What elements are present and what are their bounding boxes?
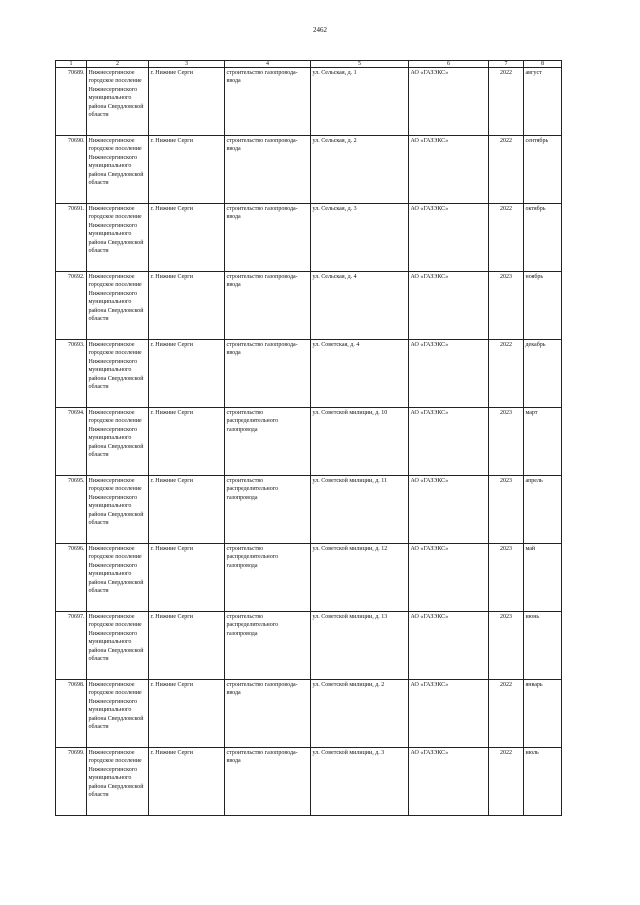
year-cell: 2022 (489, 68, 524, 136)
organization-cell: АО «ГАЗЭКС» (409, 68, 489, 136)
year-cell: 2022 (489, 340, 524, 408)
column-header-2: 2 (87, 61, 149, 68)
month-cell: январь (524, 680, 562, 748)
work-type-cell: строительство газопровода-ввода (225, 272, 311, 340)
column-number-row (56, 61, 562, 68)
month-cell: июнь (524, 612, 562, 680)
organization-cell: АО «ГАЗЭКС» (409, 544, 489, 612)
address-cell: ул. Советская, д. 4 (311, 340, 409, 408)
row-number: 70696. (56, 544, 87, 612)
year-cell: 2022 (489, 680, 524, 748)
work-type-cell: строительство распределительного газопровода (225, 408, 311, 476)
page-number: 2462 (313, 26, 327, 34)
settlement-cell: г. Нижние Серги (149, 272, 225, 340)
table-row (56, 544, 562, 612)
year-cell: 2023 (489, 476, 524, 544)
organization-cell: АО «ГАЗЭКС» (409, 476, 489, 544)
row-number: 70695. (56, 476, 87, 544)
settlement-cell: г. Нижние Серги (149, 204, 225, 272)
organization-cell: АО «ГАЗЭКС» (409, 204, 489, 272)
row-number: 70698. (56, 680, 87, 748)
month-cell: апрель (524, 476, 562, 544)
month-cell: октябрь (524, 204, 562, 272)
year-cell: 2023 (489, 272, 524, 340)
year-cell: 2022 (489, 204, 524, 272)
work-type-cell: строительство газопровода-ввода (225, 748, 311, 816)
municipality-cell: Нижнесергинское городское поселение Нижнесергинского муниципального района Свердловской области (87, 136, 149, 204)
work-type-cell: строительство газопровода-ввода (225, 680, 311, 748)
table-row (56, 272, 562, 340)
municipality-cell: Нижнесергинское городское поселение Нижнесергинского муниципального района Свердловской области (87, 544, 149, 612)
municipality-cell: Нижнесергинское городское поселение Нижнесергинского муниципального района Свердловской области (87, 612, 149, 680)
row-number: 70689. (56, 68, 87, 136)
table-row (56, 612, 562, 680)
address-cell: ул. Советской милиции, д. 12 (311, 544, 409, 612)
organization-cell: АО «ГАЗЭКС» (409, 340, 489, 408)
settlement-cell: г. Нижние Серги (149, 68, 225, 136)
table-row (56, 748, 562, 816)
work-type-cell: строительство газопровода-ввода (225, 136, 311, 204)
address-cell: ул. Советской милиции, д. 2 (311, 680, 409, 748)
settlement-cell: г. Нижние Серги (149, 340, 225, 408)
row-number: 70697. (56, 612, 87, 680)
settlement-cell: г. Нижние Серги (149, 476, 225, 544)
address-cell: ул. Сельская, д. 1 (311, 68, 409, 136)
table-row (56, 68, 562, 136)
municipality-cell: Нижнесергинское городское поселение Нижнесергинского муниципального района Свердловской области (87, 272, 149, 340)
gasification-table (55, 60, 562, 816)
column-header-4: 4 (225, 61, 311, 68)
table-row (56, 680, 562, 748)
organization-cell: АО «ГАЗЭКС» (409, 748, 489, 816)
year-cell: 2023 (489, 544, 524, 612)
organization-cell: АО «ГАЗЭКС» (409, 408, 489, 476)
settlement-cell: г. Нижние Серги (149, 408, 225, 476)
address-cell: ул. Советской милиции, д. 11 (311, 476, 409, 544)
settlement-cell: г. Нижние Серги (149, 748, 225, 816)
month-cell: май (524, 544, 562, 612)
table-row (56, 204, 562, 272)
organization-cell: АО «ГАЗЭКС» (409, 680, 489, 748)
municipality-cell: Нижнесергинское городское поселение Нижнесергинского муниципального района Свердловской области (87, 68, 149, 136)
organization-cell: АО «ГАЗЭКС» (409, 136, 489, 204)
row-number: 70690. (56, 136, 87, 204)
row-number: 70699. (56, 748, 87, 816)
address-cell: ул. Сельская, д. 4 (311, 272, 409, 340)
year-cell: 2022 (489, 136, 524, 204)
address-cell: ул. Сельская, д. 2 (311, 136, 409, 204)
municipality-cell: Нижнесергинское городское поселение Нижнесергинского муниципального района Свердловской области (87, 680, 149, 748)
work-type-cell: строительство газопровода-ввода (225, 68, 311, 136)
work-type-cell: строительство распределительного газопровода (225, 476, 311, 544)
work-type-cell: строительство распределительного газопровода (225, 544, 311, 612)
settlement-cell: г. Нижние Серги (149, 136, 225, 204)
settlement-cell: г. Нижние Серги (149, 680, 225, 748)
column-header-7: 7 (489, 61, 524, 68)
table-row (56, 340, 562, 408)
row-number: 70693. (56, 340, 87, 408)
column-header-8: 8 (524, 61, 562, 68)
table-row (56, 476, 562, 544)
year-cell: 2023 (489, 612, 524, 680)
column-header-3: 3 (149, 61, 225, 68)
organization-cell: АО «ГАЗЭКС» (409, 272, 489, 340)
table-row (56, 408, 562, 476)
year-cell: 2022 (489, 748, 524, 816)
year-cell: 2023 (489, 408, 524, 476)
address-cell: ул. Советской милиции, д. 13 (311, 612, 409, 680)
municipality-cell: Нижнесергинское городское поселение Нижнесергинского муниципального района Свердловской области (87, 408, 149, 476)
month-cell: август (524, 68, 562, 136)
row-number: 70692. (56, 272, 87, 340)
settlement-cell: г. Нижние Серги (149, 544, 225, 612)
address-cell: ул. Сельская, д. 3 (311, 204, 409, 272)
work-type-cell: строительство распределительного газопровода (225, 612, 311, 680)
month-cell: сентябрь (524, 136, 562, 204)
work-type-cell: строительство газопровода-ввода (225, 340, 311, 408)
address-cell: ул. Советской милиции, д. 3 (311, 748, 409, 816)
month-cell: июль (524, 748, 562, 816)
table-body (56, 61, 562, 816)
municipality-cell: Нижнесергинское городское поселение Нижнесергинского муниципального района Свердловской области (87, 476, 149, 544)
row-number: 70694. (56, 408, 87, 476)
month-cell: март (524, 408, 562, 476)
municipality-cell: Нижнесергинское городское поселение Нижнесергинского муниципального района Свердловской области (87, 748, 149, 816)
table-row (56, 136, 562, 204)
row-number: 70691. (56, 204, 87, 272)
work-type-cell: строительство газопровода-ввода (225, 204, 311, 272)
organization-cell: АО «ГАЗЭКС» (409, 612, 489, 680)
settlement-cell: г. Нижние Серги (149, 612, 225, 680)
column-header-6: 6 (409, 61, 489, 68)
municipality-cell: Нижнесергинское городское поселение Нижнесергинского муниципального района Свердловской области (87, 204, 149, 272)
column-header-1: 1 (56, 61, 87, 68)
month-cell: декабрь (524, 340, 562, 408)
column-header-5: 5 (311, 61, 409, 68)
month-cell: ноябрь (524, 272, 562, 340)
address-cell: ул. Советской милиции, д. 10 (311, 408, 409, 476)
municipality-cell: Нижнесергинское городское поселение Нижнесергинского муниципального района Свердловской области (87, 340, 149, 408)
